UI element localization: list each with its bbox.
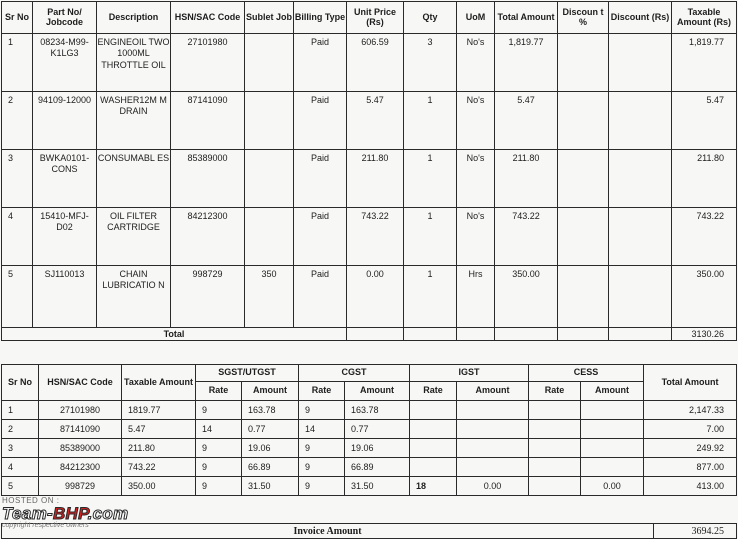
header-total-amount: Total Amount [495, 2, 558, 34]
cell-total: 5.47 [495, 92, 558, 150]
tax-cell-sr: 2 [2, 420, 39, 439]
header-discount-rs: Discount (Rs) [609, 2, 672, 34]
table-row [2, 477, 737, 496]
cell-qty: 1 [404, 150, 457, 208]
table-row [2, 208, 737, 266]
tax-cell-taxable: 5.47 [122, 420, 196, 439]
tax-header-hsn-sac: HSN/SAC Code [39, 365, 122, 401]
cell-billing: Paid [294, 150, 347, 208]
tax-cell-sr: 4 [2, 458, 39, 477]
cess-rate-header: Rate [529, 382, 581, 401]
cell-unit-price: 211.80 [347, 150, 404, 208]
header-part-no: Part No/ Jobcode [33, 2, 97, 34]
tax-cell-taxable: 211.80 [122, 439, 196, 458]
tax-cell-hsn: 998729 [39, 477, 122, 496]
igst-amount-header: Amount [457, 382, 529, 401]
tax-header-cgst: CGST [299, 365, 410, 382]
tax-cell-total: 877.00 [644, 458, 737, 477]
tax-cell-hsn: 27101980 [39, 401, 122, 420]
cell-hsn: 27101980 [171, 34, 245, 92]
tax-cell-igst-rate [410, 439, 457, 458]
total-value: 3130.26 [672, 328, 737, 341]
tax-cell-taxable: 743.22 [122, 458, 196, 477]
cell-discount-pct [558, 34, 609, 92]
cell-description: CONSUMABL ES [97, 150, 171, 208]
cell-discount-pct [558, 208, 609, 266]
tax-header-sr-no: Sr No [2, 365, 39, 401]
cell-discount-rs [609, 208, 672, 266]
tax-header-total-amount: Total Amount [644, 365, 737, 401]
cell-sublet [245, 34, 294, 92]
cell-part-no: BWKA0101-CONS [33, 150, 97, 208]
table-row [2, 401, 737, 420]
tax-cell-cgst-rate: 9 [299, 401, 345, 420]
total-row [2, 328, 737, 341]
header-hsn-sac: HSN/SAC Code [171, 2, 245, 34]
items-table [1, 1, 737, 341]
copyright-text: copyright respective owners [2, 522, 89, 529]
total-label: Total [2, 328, 347, 341]
tax-cell-hsn: 87141090 [39, 420, 122, 439]
tax-cell-igst-rate [410, 458, 457, 477]
cell-part-no: 94109-12000 [33, 92, 97, 150]
tax-cell-cgst-amount: 66.89 [345, 458, 410, 477]
tax-cell-sgst-amount: 31.50 [242, 477, 299, 496]
tax-cell-total: 413.00 [644, 477, 737, 496]
tax-cell-igst-amount [457, 439, 529, 458]
header-description: Description [97, 2, 171, 34]
tax-cell-cess-amount [581, 458, 644, 477]
cgst-amount-header: Amount [345, 382, 410, 401]
tax-cell-cess-amount [581, 439, 644, 458]
cell-uom: No's [457, 92, 495, 150]
tax-cell-cess-amount [581, 401, 644, 420]
tax-cell-cgst-rate: 9 [299, 439, 345, 458]
cell-hsn: 87141090 [171, 92, 245, 150]
cell-total: 211.80 [495, 150, 558, 208]
cell-part-no: SJ110013 [33, 266, 97, 328]
tax-summary-table [1, 364, 737, 496]
table-row [2, 439, 737, 458]
cell-billing: Paid [294, 266, 347, 328]
tax-cell-cgst-amount: 0.77 [345, 420, 410, 439]
header-taxable-amount: Taxable Amount (Rs) [672, 2, 737, 34]
tax-cell-igst-amount [457, 458, 529, 477]
tax-cell-cess-rate [529, 420, 581, 439]
logo-part-team: Team- [2, 504, 53, 523]
tax-header-sgst: SGST/UTGST [196, 365, 299, 382]
cell-taxable: 1,819.77 [672, 34, 737, 92]
cell-description: CHAIN LUBRICATIO N [97, 266, 171, 328]
cell-sr: 4 [2, 208, 33, 266]
tax-cell-sgst-rate: 9 [196, 401, 242, 420]
cell-billing: Paid [294, 208, 347, 266]
tax-cell-sgst-rate: 14 [196, 420, 242, 439]
tax-cell-cess-amount: 0.00 [581, 477, 644, 496]
igst-rate-header: Rate [410, 382, 457, 401]
logo-part-com: .com [87, 504, 129, 523]
table-row [2, 458, 737, 477]
cell-taxable: 350.00 [672, 266, 737, 328]
tax-cell-total: 7.00 [644, 420, 737, 439]
logo-part-bhp: BHP [52, 504, 88, 523]
tax-cell-taxable: 1819.77 [122, 401, 196, 420]
tax-cell-hsn: 85389000 [39, 439, 122, 458]
items-header-row [2, 2, 737, 34]
tax-cell-total: 249.92 [644, 439, 737, 458]
tax-cell-sgst-rate: 9 [196, 439, 242, 458]
tax-cell-sgst-amount: 0.77 [242, 420, 299, 439]
cell-taxable: 743.22 [672, 208, 737, 266]
tax-cell-igst-rate: 18 [410, 477, 457, 496]
tax-cell-cgst-rate: 9 [299, 477, 345, 496]
cell-discount-rs [609, 266, 672, 328]
sgst-amount-header: Amount [242, 382, 299, 401]
cell-qty: 3 [404, 34, 457, 92]
tax-cell-igst-amount [457, 401, 529, 420]
cell-hsn: 85389000 [171, 150, 245, 208]
cell-qty: 1 [404, 208, 457, 266]
cell-uom: No's [457, 208, 495, 266]
tax-cell-cess-rate [529, 458, 581, 477]
tax-cell-sr: 1 [2, 401, 39, 420]
cell-hsn: 84212300 [171, 208, 245, 266]
cell-sublet [245, 92, 294, 150]
tax-cell-taxable: 350.00 [122, 477, 196, 496]
table-row [2, 92, 737, 150]
table-row [2, 150, 737, 208]
cell-unit-price: 0.00 [347, 266, 404, 328]
cell-billing: Paid [294, 34, 347, 92]
hosted-on-label: HOSTED ON : [2, 496, 60, 505]
cell-description: WASHER12M M DRAIN [97, 92, 171, 150]
team-bhp-logo [2, 505, 128, 522]
cell-total: 743.22 [495, 208, 558, 266]
header-sublet-job: Sublet Job [245, 2, 294, 34]
cell-taxable: 211.80 [672, 150, 737, 208]
table-row [2, 420, 737, 439]
tax-cell-cess-rate [529, 401, 581, 420]
cell-total: 1,819.77 [495, 34, 558, 92]
tax-cell-cgst-amount: 163.78 [345, 401, 410, 420]
invoice-amount-label: Invoice Amount [2, 524, 654, 539]
cell-qty: 1 [404, 266, 457, 328]
cell-part-no: 08234-M99-K1LG3 [33, 34, 97, 92]
cell-discount-rs [609, 92, 672, 150]
tax-header-igst: IGST [410, 365, 529, 382]
cell-sublet: 350 [245, 266, 294, 328]
cess-amount-header: Amount [581, 382, 644, 401]
cell-description: ENGINEOIL TWO 1000ML THROTTLE OIL [97, 34, 171, 92]
cell-taxable: 5.47 [672, 92, 737, 150]
header-billing-type: Billing Type [294, 2, 347, 34]
sgst-rate-header: Rate [196, 382, 242, 401]
cell-uom: Hrs [457, 266, 495, 328]
cell-sr: 2 [2, 92, 33, 150]
tax-cell-sr: 3 [2, 439, 39, 458]
cgst-rate-header: Rate [299, 382, 345, 401]
cell-discount-pct [558, 266, 609, 328]
cell-uom: No's [457, 34, 495, 92]
team-bhp-watermark [2, 497, 128, 529]
tax-cell-sgst-rate: 9 [196, 458, 242, 477]
tax-cell-igst-amount [457, 420, 529, 439]
cell-uom: No's [457, 150, 495, 208]
tax-cell-sgst-amount: 163.78 [242, 401, 299, 420]
invoice-amount-value: 3694.25 [654, 524, 737, 539]
header-qty: Qty [404, 2, 457, 34]
tax-cell-cess-rate [529, 477, 581, 496]
tax-cell-igst-rate [410, 420, 457, 439]
cell-qty: 1 [404, 92, 457, 150]
tax-header-cess: CESS [529, 365, 644, 382]
tax-cell-sgst-amount: 19.06 [242, 439, 299, 458]
cell-hsn: 998729 [171, 266, 245, 328]
cell-discount-rs [609, 34, 672, 92]
tax-cell-sgst-amount: 66.89 [242, 458, 299, 477]
cell-sr: 3 [2, 150, 33, 208]
tax-cell-cgst-amount: 19.06 [345, 439, 410, 458]
tax-header-taxable-amount: Taxable Amount [122, 365, 196, 401]
header-uom: UoM [457, 2, 495, 34]
tax-cell-cess-amount [581, 420, 644, 439]
cell-unit-price: 606.59 [347, 34, 404, 92]
cell-sublet [245, 208, 294, 266]
cell-sr: 1 [2, 34, 33, 92]
table-row [2, 266, 737, 328]
tax-cell-cgst-amount: 31.50 [345, 477, 410, 496]
tax-cell-hsn: 84212300 [39, 458, 122, 477]
cell-sublet [245, 150, 294, 208]
tax-cell-total: 2,147.33 [644, 401, 737, 420]
header-unit-price: Unit Price (Rs) [347, 2, 404, 34]
cell-sr: 5 [2, 266, 33, 328]
header-sr-no: Sr No [2, 2, 33, 34]
cell-discount-pct [558, 150, 609, 208]
cell-billing: Paid [294, 92, 347, 150]
cell-unit-price: 743.22 [347, 208, 404, 266]
cell-description: OIL FILTER CARTRIDGE [97, 208, 171, 266]
tax-cell-cgst-rate: 9 [299, 458, 345, 477]
cell-discount-rs [609, 150, 672, 208]
header-discount-pct: Discoun t % [558, 2, 609, 34]
cell-unit-price: 5.47 [347, 92, 404, 150]
tax-header-row [2, 365, 737, 382]
tax-cell-cgst-rate: 14 [299, 420, 345, 439]
tax-cell-sr: 5 [2, 477, 39, 496]
tax-cell-sgst-rate: 9 [196, 477, 242, 496]
tax-cell-igst-rate [410, 401, 457, 420]
cell-total: 350.00 [495, 266, 558, 328]
cell-discount-pct [558, 92, 609, 150]
cell-part-no: 15410-MFJ-D02 [33, 208, 97, 266]
table-row [2, 34, 737, 92]
tax-cell-igst-amount: 0.00 [457, 477, 529, 496]
tax-cell-cess-rate [529, 439, 581, 458]
